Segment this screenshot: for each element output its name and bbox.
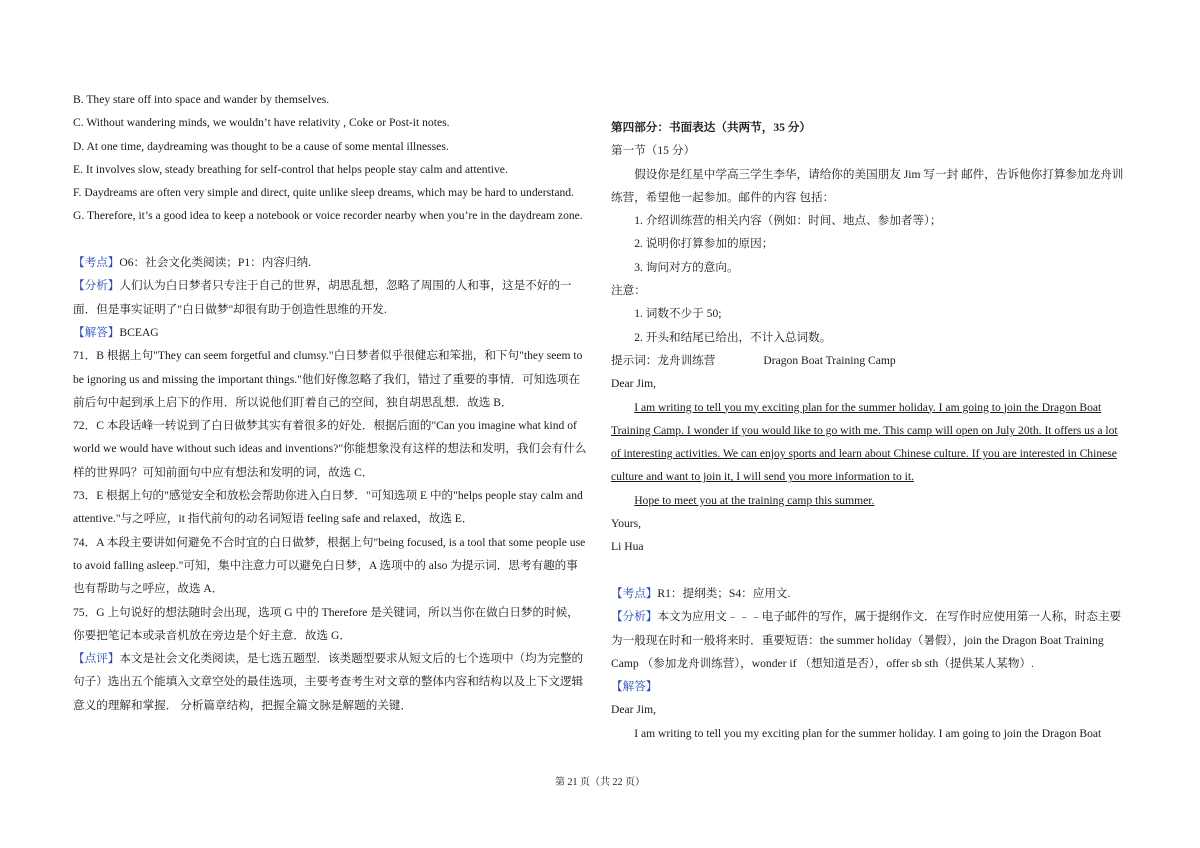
hint-label: 提示词：龙舟训练营 (611, 353, 716, 367)
fenxi-tag: 【分析】 (611, 610, 658, 624)
signature: Li Hua (611, 540, 644, 554)
requirement-3: 3. 询问对方的意向。 (634, 260, 739, 274)
jieda-tag: 【解答】 (73, 325, 120, 339)
hint-en: Dragon Boat Training Camp (763, 353, 896, 367)
right-column (611, 116, 1127, 745)
dianping-line (73, 647, 589, 717)
fenxi-tag: 【分析】 (73, 279, 120, 293)
jieda-line (73, 321, 589, 344)
option-f: F. Daydreams are often very simple and direct, quite unlike sleep dreams, which may be hard to understand. (73, 186, 574, 200)
explanation-73: 73．E 根据上句的"感觉安全和放松会帮助你进入白日梦．"可知选项 E 中的"helps people stay calm and attentive."与之呼应，it 指代前句的动名词短语 feeling safe and relaxed，故选 E． (73, 489, 583, 526)
letter-close: Hope to meet you at the training camp this summer. (634, 493, 875, 507)
explanation-71: 71．B 根据上句"They can seem forgetful and clumsy."白日梦者似乎很健忘和笨拙，和下句"they seem to be ignoring us and missing the important things."他们好像忽略了我们，错过了重要的事情．可知选项在前后句中起到承上启下的作用．所以说他们盯着自己的空间，独自胡思乱想．故选 B． (73, 349, 583, 409)
yours: Yours, (611, 517, 642, 531)
page-number: 第 21 页（共 22 页） (555, 777, 645, 788)
section-title: 第一节（15 分） (611, 144, 696, 158)
dianping-text: 本文是社会文化类阅读，是七选五题型．该类题型要求从短文后的七个选项中（均为完整的句子）选出五个能填入文章空处的最佳选项，主要考查考生对文章的整体内容和结构以及上下文逻辑意义的理解和掌握． 分析篇章结构，把握全篇文脉是解题的关键． (73, 652, 584, 712)
fenxi-line-right (611, 605, 1127, 675)
explanation-72: 72．C 本段话峰一转说到了白日做梦其实有着很多的好处．根据后面的"Can you imagine what kind of world we would have without such ideas and inventions?"你能想象没有这样的想法和发明，我们会有什么样的世界吗？可知前面句中应有想法和发明的词，故选 C． (73, 419, 587, 479)
option-e: E. It involves slow, steady breathing for self-control that helps people stay calm and attentive. (73, 162, 508, 176)
note-1: 1. 词数不少于 50; (634, 307, 722, 321)
explanation-74: 74．A 本段主要讲如何避免不合时宜的白日做梦，根据上句"being focused, is a tool that some people use to avoid falling asleep."可知，集中注意力可以避免白日梦，A 选项中的 also 为提示词．思考有趣的事也有帮助与之呼应，故选 A． (73, 535, 586, 596)
left-column (73, 88, 589, 717)
fenxi-line (73, 274, 589, 321)
kaodian-line (73, 251, 589, 274)
dianping-tag: 【点评】 (73, 652, 120, 666)
note-2: 2. 开头和结尾已给出，不计入总词数。 (634, 330, 832, 344)
requirement-1: 1. 介绍训练营的相关内容（例如：时间、地点、参加者等）； (634, 214, 942, 228)
answer-start: I am writing to tell you my exciting plan for the summer holiday. I am going to join the Dragon Boat (634, 726, 1102, 740)
option-c: C. Without wandering minds, we wouldn’t have relativity , Coke or Post-it notes. (73, 116, 450, 130)
salutation-answer: Dear Jim, (611, 703, 657, 717)
kaodian-tag: 【考点】 (611, 586, 658, 600)
fenxi-text: 人们认为白日梦者只专注于自己的世界，胡思乱想，忽略了周围的人和事，这是不好的一面．但是事实证明了"白日做梦"却很有助于创造性思维的开发. (73, 279, 572, 316)
kaodian-text: R1：提纲类；S4：应用文. (657, 586, 791, 600)
kaodian-line-right (611, 582, 1127, 605)
jieda-line-right (611, 675, 1127, 698)
spacer (73, 228, 589, 251)
part-title: 第四部分：书面表达（共两节，35 分） (611, 121, 811, 134)
notes-label: 注意： (611, 284, 646, 298)
fenxi-text: 本文为应用文﹣﹣﹣电子邮件的写作，属于提纲作文．在写作时应使用第一人称，时态主要为一般现在时和一般将来时．重要短语：the summer holiday（暑假），join the Dragon Boat Training Camp （参加龙舟训练营），wonder if （想知道是否），offer sb sth（提供某人某物）. (611, 610, 1122, 670)
option-d: D. At one time, daydreaming was thought to be a cause of some mental illnesses. (73, 139, 449, 153)
option-b: B. They stare off into space and wander by themselves. (73, 93, 330, 106)
option-g: G. Therefore, it’s a good idea to keep a notebook or voice recorder nearby when you’re in the daydream zone. (73, 209, 583, 223)
kaodian-tag: 【考点】 (73, 256, 120, 270)
hint-line (611, 349, 1127, 372)
jieda-text: BCEAG (119, 325, 159, 339)
jieda-tag: 【解答】 (611, 680, 658, 694)
kaodian-text: O6：社会文化类阅读；P1：内容归纳. (119, 256, 312, 270)
explanation-75: 75．G 上句说好的想法随时会出现，选项 G 中的 Therefore 是关键词，所以当你在做白日梦的时候，你要把笔记本或录音机放在旁边是个好主意．故选 G． (73, 605, 579, 642)
requirement-2: 2. 说明你打算参加的原因； (634, 237, 774, 251)
writing-prompt: 假设你是红星中学高三学生李华，请给你的美国朋友 Jim 写一封 邮件，告诉他你打算参加龙舟训练营，希望他一起参加。邮件的内容 包括： (611, 167, 1124, 204)
salutation: Dear Jim, (611, 377, 657, 391)
letter-body: I am writing to tell you my exciting plan for the summer holiday. I am going to join the Dragon Boat Training Camp. I wonder if you would like to go with me. This camp will open on July 20th. It offers us a lot of interesting activities. We can enjoy sports and learn about Chinese culture. If you are interested in Chinese culture and want to join it, I will send you more information to it. (611, 400, 1118, 484)
spacer (611, 559, 1127, 582)
